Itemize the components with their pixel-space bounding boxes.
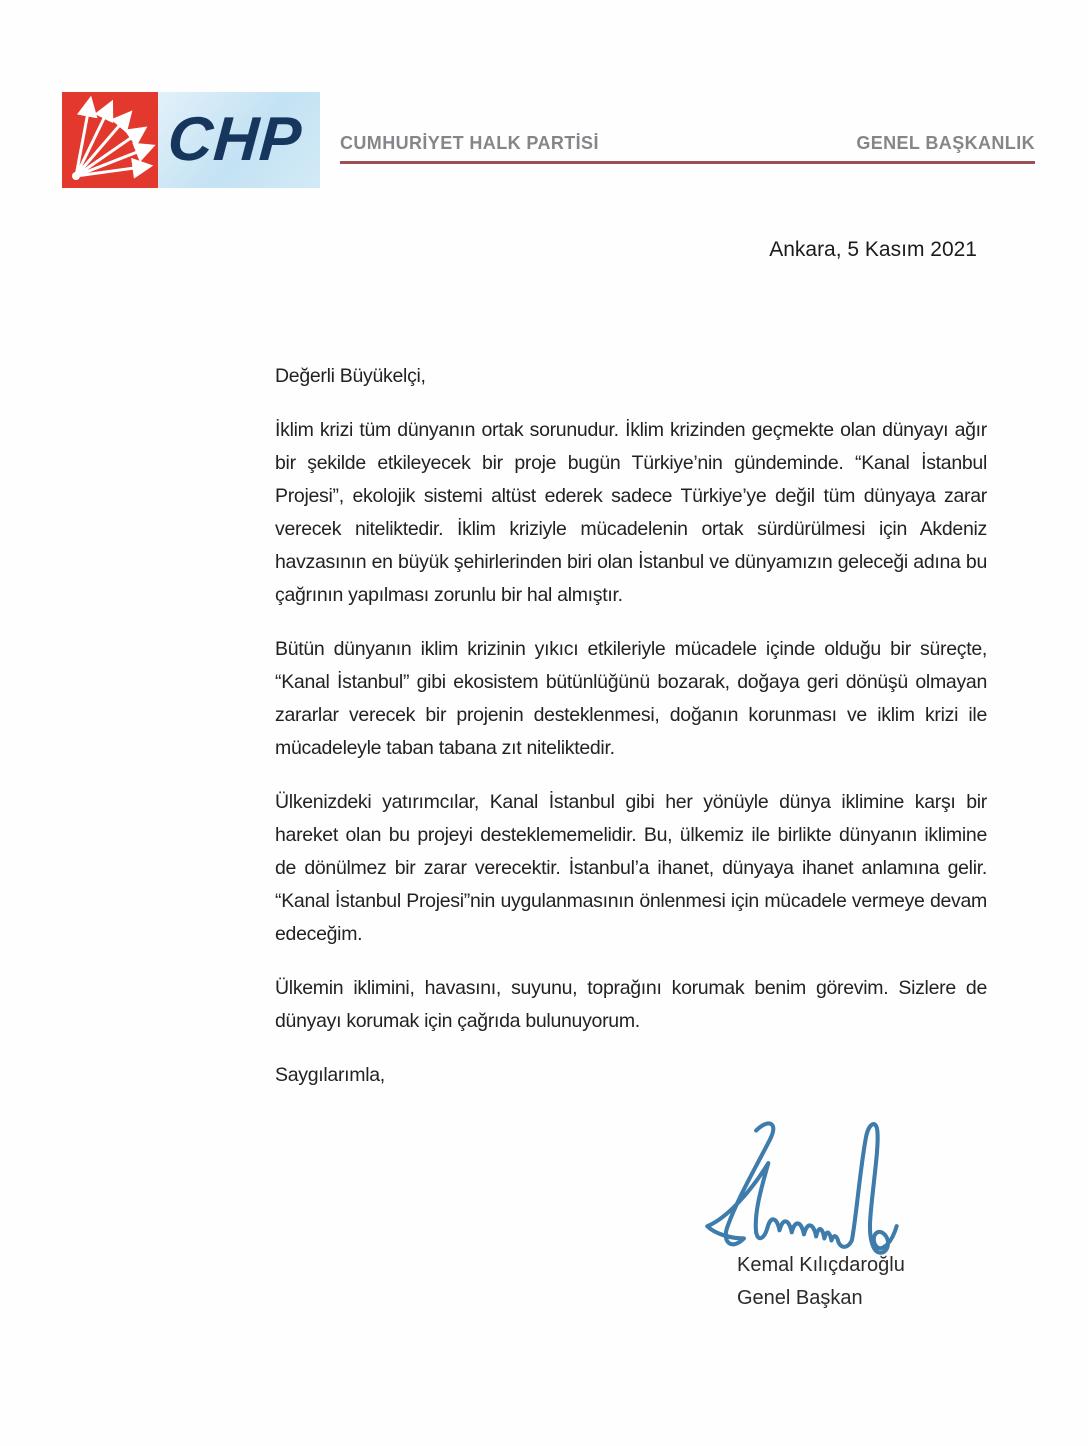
salutation: Değerli Büyükelçi, [275, 365, 426, 387]
paragraph-4: Ülkemin iklimini, havasını, suyunu, toprağını korumak benim görevim. Sizlere de dünyayı korumak için çağrıda bulunuyorum. [275, 977, 987, 1032]
office-name: GENEL BAŞKANLIK [856, 133, 1035, 153]
logo-background [158, 92, 320, 188]
header-rule [340, 161, 1035, 164]
paragraph-1: İklim krizi tüm dünyanın ortak sorunudur. İklim krizinden geçmekte olan dünyayı ağır bir şekilde etkileyecek bir proje bugün Türkiye’nin gündeminde. “Kanal İstanbul Projesi”, ekolojik sistemi altüst ederek sadece Türkiye’ye değil tüm dünyaya zarar verecek niteliktedir. İklim kriziyle mücadelenin ortak sürdürülmesi için Akdeniz havzasının en büyük şehirlerinden biri olan İstanbul ve dünyamızın geleceği adına bu çağrının yapılması zorunlu bir hal almıştır. [275, 419, 987, 606]
paragraph-3: Ülkenizdeki yatırımcılar, Kanal İstanbul gibi her yönüyle dünya iklimine karşı bir hareket olan bu projeyi desteklememelidir. Bu, ülkemiz ile birlikte dünyanın iklimine de dönülmez bir zarar verecektir. İstanbul’a ihanet, dünyaya ihanet anlamına gelir. “Kanal İstanbul Projesi”nin uygulanmasının önlenmesi için mücadele vermeye devam edeceğim. [275, 791, 987, 945]
chp-logo [62, 92, 320, 188]
org-name: CUMHURİYET HALK PARTİSİ [340, 133, 599, 153]
logo-text: CHP [165, 105, 305, 174]
paragraph-2: Bütün dünyanın iklim krizinin yıkıcı etkileriyle mücadele içinde olduğu bir süreçte, “Kanal İstanbul” gibi ekosistem bütünlüğünü bozarak, doğaya geri dönüşü olmayan zararlar verecek bir projenin desteklenmesi, doğanın korunması ve iklim krizi ile mücadeleyle taban tabana zıt niteliktedir. [275, 638, 987, 759]
signer-title: Genel Başkan [737, 1287, 863, 1309]
signature-icon [693, 1112, 917, 1260]
date-line: Ankara, 5 Kasım 2021 [769, 238, 977, 261]
signer-name: Kemal Kılıçdaroğlu [737, 1254, 905, 1276]
letter-body [275, 360, 987, 1113]
six-arrows-icon [62, 92, 158, 188]
signer-block [737, 1249, 905, 1315]
closing: Saygılarımla, [275, 1064, 385, 1086]
